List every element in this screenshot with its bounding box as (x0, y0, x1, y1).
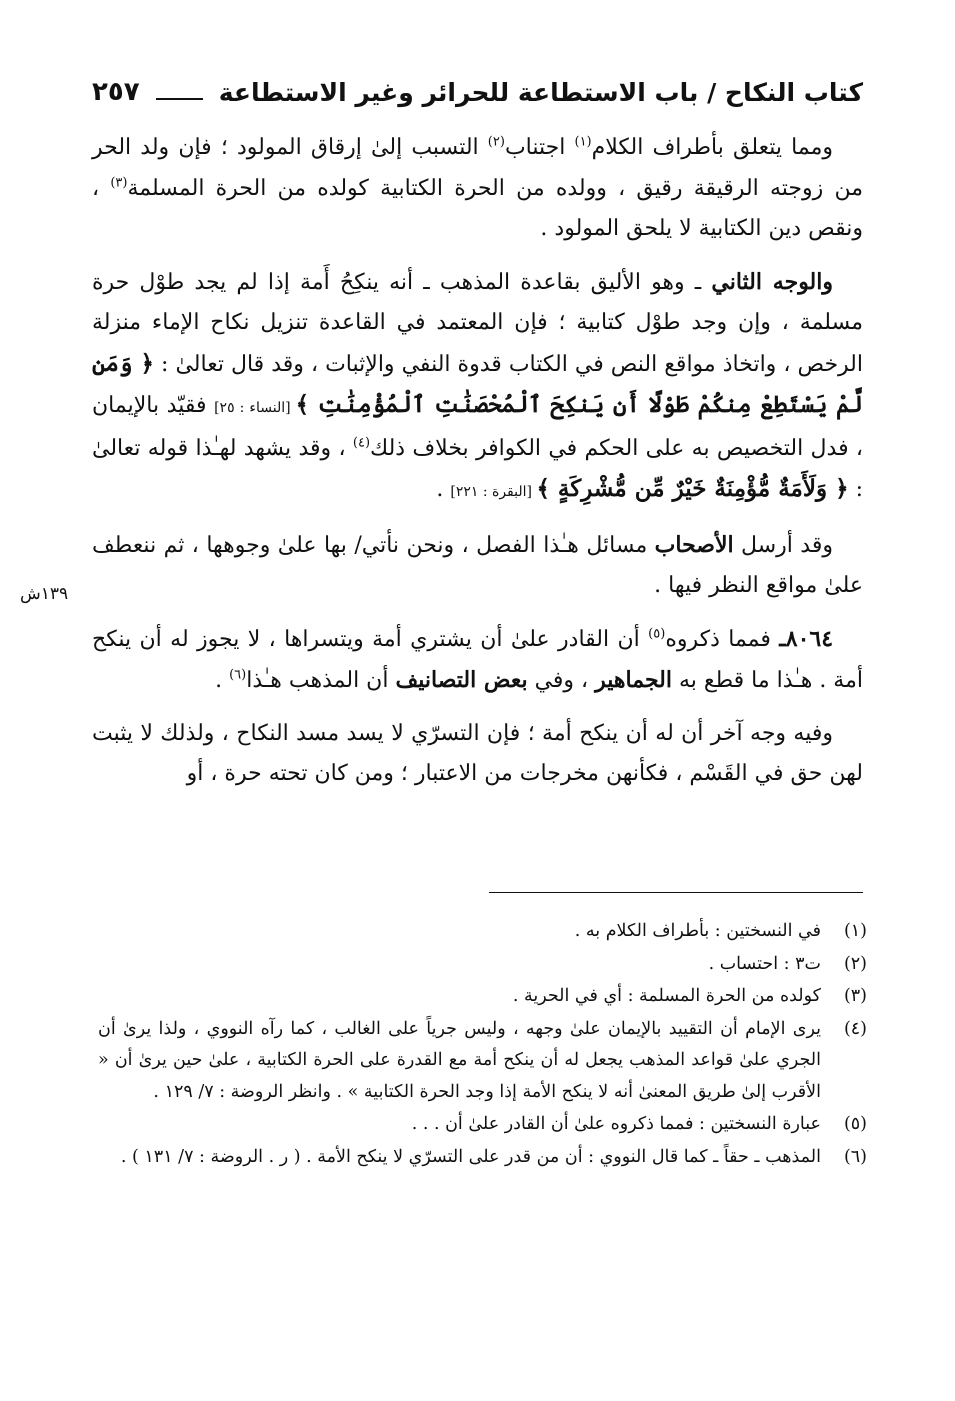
text-run: أن المذهب هـٰذا (246, 668, 396, 693)
running-header (92, 72, 863, 112)
footnote (98, 1109, 867, 1141)
header-rule (156, 98, 203, 100)
issue-number: ٨٠٦٤ـ (779, 625, 834, 652)
paragraph-1 (92, 128, 863, 250)
quran-verse: ﴿ وَمَن لَّمْ يَسْتَطِعْ مِنكُمْ طَوْلًا أَن يَنكِحَ ٱلْمُحْصَنَٰتِ ٱلْمُؤْمِنَٰتِ ﴾ (92, 349, 863, 418)
text-run: ، وفي (527, 668, 596, 693)
text-run: . (436, 477, 451, 502)
text-run: وقد أرسل (733, 532, 833, 558)
footnote-ref: (٢) (487, 134, 505, 150)
footnote-number: (٣) (843, 986, 867, 1006)
chapter-title: كتاب النكاح / باب الاستطاعة للحرائر وغير الاستطاعة (218, 77, 863, 107)
page-number: ٢٥٧ (92, 77, 140, 107)
footnote-number: (٤) (843, 1018, 867, 1039)
footnote-text: في النسختين : بأطراف الكلام به . (574, 921, 821, 941)
bold-term: الجماهير (595, 667, 672, 693)
footnote (98, 1142, 867, 1174)
text-run: أن القادر علىٰ أن يشتري أمة ويتسراها ، لا يجوز له أن ينكح أمة . هـٰذا ما قطع به (92, 626, 863, 693)
footnote-ref: (٣) (110, 175, 128, 191)
footnote-separator (489, 892, 863, 893)
text-run: ـ وهو الأليق بقاعدة المذهب ـ أنه ينكِحُ أَمة إذا لم يجد طوْل حرة مسلمة ، وإن وجد طوْل كتابية ؛ فإن المعتمد في القاعدة تنزيل نكاح الإماء منزلة الرخص ، واتخاذ مواقع النص في الكتاب قدوة النفي والإثبات ، وقد قال تعالىٰ : (92, 269, 863, 377)
paragraph-5 (92, 714, 863, 795)
footnote-text: ت٣ : احتساب . (708, 953, 821, 974)
text-run: وفيه وجه آخر أن له أن ينكح أمة ؛ فإن التسرّي لا يسد مسد النكاح ، ولذلك لا يثبت لهن حق في القَسْم ، فكأنهن مخرجات من الاعتبار ؛ ومن كان تحته حرة ، أو (92, 720, 863, 786)
main-text (92, 128, 863, 795)
bold-term: بعض التصانيف (395, 667, 528, 693)
text-run: فمما ذكروه (665, 626, 780, 652)
footnote-text: يرى الإمام أن التقييد بالإيمان علىٰ وجهه ، وليس جرياً على الغالب ، كما رآه النووي ، ولذا يرىٰ أن الجري علىٰ قواعد المذهب يجعل له أن ينكح أمة مع القدرة على الحرة الكتابية ، علىٰ حين يرىٰ أن « الأقرب إلىٰ طريق المعنىٰ أنه لا ينكح الأمة إذا وجد الحرة الكتابية » . وانظر الروضة : ٧/ ١٢٩ . (98, 1018, 821, 1102)
footnote-text: كولده من الحرة المسلمة : أي في الحرية . (512, 986, 821, 1006)
paragraph-2 (92, 262, 863, 513)
quran-verse: ﴿ وَلَأَمَةٌ مُّؤْمِنَةٌ خَيْرٌ مِّن مُّشْرِكَةٍ ﴾ (536, 475, 849, 502)
footnote-text: عبارة النسختين : فمما ذكروه علىٰ أن القادر علىٰ أن . . . (411, 1114, 821, 1134)
text-run: مسائل هـٰذا الفصل ، ونحن نأتي/ بها علىٰ وجوهها ، ثم ننعطف علىٰ مواقع النظر فيها . (92, 532, 863, 598)
footnote (98, 981, 867, 1013)
footnote-text: المذهب ـ حقاً ـ كما قال النووي : أن من قدر على التسرّي لا ينكح الأمة . ( ر . الروضة : ٧/ ١٣١ ) . (120, 1146, 821, 1167)
footnote-ref: (٥) (648, 626, 666, 642)
paragraph-3 (92, 525, 863, 607)
verse-reference: [البقرة : ٢٢١] (450, 484, 537, 500)
footnote (98, 949, 867, 981)
footnote-ref: (٦) (229, 667, 247, 683)
footnote (98, 1014, 867, 1109)
footnotes (98, 916, 867, 1174)
text-run: . (215, 668, 230, 693)
bold-heading: والوجه الثاني (711, 268, 833, 295)
text-run: فقيّد بالإيمان ، فدل التخصيص به على الحكم في الكوافر بخلاف ذلك (92, 393, 863, 461)
footnote-number: (٢) (843, 953, 867, 974)
text-run: ومما يتعلق بأطراف الكلام (591, 135, 833, 160)
text-run: ، وقد يشهد لهـٰذا قوله تعالىٰ : (92, 435, 863, 502)
footnote-number: (٥) (843, 1114, 867, 1134)
footnote-ref: (١) (574, 134, 592, 150)
bold-term: الأصحاب (654, 531, 734, 558)
text-run: اجتناب (504, 135, 575, 160)
footnote-ref: (٤) (352, 435, 371, 451)
footnote-number: (٦) (843, 1146, 867, 1167)
footnote-number: (١) (843, 921, 867, 941)
paragraph-4 (92, 619, 863, 702)
text-run: التسبب إلىٰ إرقاق المولود ؛ فإن ولد الحر من زوجته الرقيقة رقيق ، وولده من الحرة الكتابية كولده من الحرة المسلمة (92, 135, 864, 201)
verse-reference: [النساء : ٢٥] (214, 400, 296, 416)
footnote (98, 916, 867, 948)
manuscript-folio-note: ١٣٩ش (20, 584, 69, 604)
text-run: ، ونقص دين الكتابية لا يلحق المولود . (92, 175, 863, 241)
